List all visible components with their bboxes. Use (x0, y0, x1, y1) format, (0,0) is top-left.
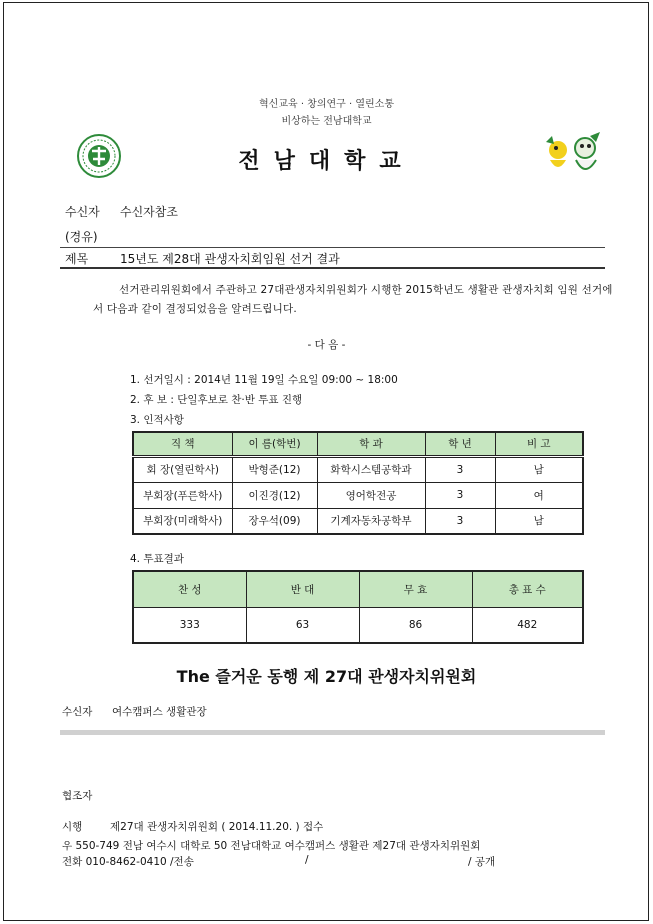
item-personnel: 3. 인적사항 (130, 414, 184, 426)
cell-year: 3 (425, 482, 495, 508)
item-candidate: 2. 후 보 : 단일후보로 찬·반 투표 진행 (130, 394, 303, 406)
cell-note: 남 (495, 456, 583, 482)
cooperator-label: 협조자 (62, 790, 93, 802)
vote-table (132, 570, 584, 644)
mascot-icon (540, 130, 606, 180)
cell-department: 화학시스템공학과 (317, 456, 425, 482)
table-row (133, 482, 583, 508)
cell-oppose: 63 (246, 607, 359, 643)
phone-separator: / (305, 854, 309, 866)
divider (60, 267, 605, 269)
cell-position: 회 장(열린학사) (133, 456, 232, 482)
cell-department: 기계자동차공학부 (317, 508, 425, 534)
enforce-value: 제27대 관생자치위원회 ( 2014.11.20. ) 접수 (110, 821, 324, 833)
cell-note: 여 (495, 482, 583, 508)
cell-note: 남 (495, 508, 583, 534)
divider (60, 247, 605, 248)
col-header: 무 효 (359, 571, 472, 607)
public-label: / 공개 (468, 856, 496, 868)
cell-name: 이진경(12) (232, 482, 317, 508)
cell-name: 박형준(12) (232, 456, 317, 482)
document-title: 전남대학교 (238, 149, 415, 174)
cell-year: 3 (425, 508, 495, 534)
table-row (133, 607, 583, 643)
footer-recipient-value: 여수캠퍼스 생활관장 (112, 706, 207, 718)
item-election-date: 1. 선거일시 : 2014년 11월 19일 수요일 09:00 ~ 18:00 (130, 374, 398, 386)
da-eum-heading: - 다 음 - (307, 339, 346, 351)
cell-total: 482 (472, 607, 583, 643)
cell-invalid: 86 (359, 607, 472, 643)
recipient-label: 수신자 (65, 205, 100, 219)
item-vote-result: 4. 투표결과 (130, 553, 184, 565)
cell-position: 부회장(미래학사) (133, 508, 232, 534)
cell-position: 부회장(푸른학사) (133, 482, 232, 508)
personnel-table (132, 431, 584, 535)
col-header: 찬 성 (133, 571, 246, 607)
footer-recipient-label: 수신자 (62, 706, 93, 718)
cell-department: 영어학전공 (317, 482, 425, 508)
slogan-line-2: 비상하는 전남대학교 (281, 116, 372, 127)
col-header: 총 표 수 (472, 571, 583, 607)
subject-label: 제목 (65, 252, 89, 266)
body-paragraph: 선거관리위원회에서 주관하고 27대관생자치위원회가 시행한 2015학년도 생활관 관생자치회 임원 선거에서 다음과 같이 결정되었음을 알려드립니다. (93, 284, 613, 315)
col-header: 비 고 (495, 432, 583, 456)
address: 우 550-749 전남 여수시 대학로 50 전남대학교 여수캠퍼스 생활관 제27대 관생자치위원회 (62, 840, 481, 852)
col-header: 학 년 (425, 432, 495, 456)
enforce-label: 시행 (62, 821, 83, 833)
col-header: 직 책 (133, 432, 232, 456)
subject-value: 15년도 제28대 관생자치회임원 선거 결과 (120, 252, 340, 266)
via-label: (경유) (65, 230, 98, 244)
phone: 전화 010-8462-0410 /전송 (62, 856, 194, 868)
table-row (133, 508, 583, 534)
col-header: 학 과 (317, 432, 425, 456)
col-header: 이 름(학번) (232, 432, 317, 456)
recipient-value: 수신자참조 (120, 205, 178, 219)
cell-approve: 333 (133, 607, 246, 643)
organization-name: The 즐거운 동행 제 27대 관생자치위원회 (176, 667, 477, 686)
col-header: 반 대 (246, 571, 359, 607)
cell-name: 장우석(09) (232, 508, 317, 534)
slogan-line-1: 혁신교육 · 창의연구 · 열린소통 (259, 99, 394, 110)
cell-year: 3 (425, 456, 495, 482)
divider (60, 730, 605, 735)
table-row (133, 456, 583, 482)
